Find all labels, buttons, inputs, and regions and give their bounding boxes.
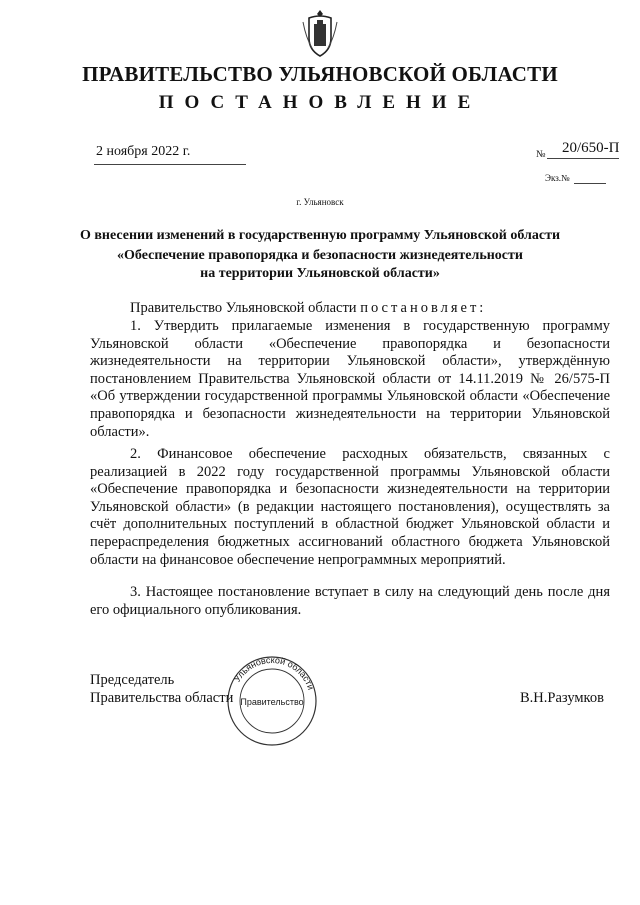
number-underline xyxy=(547,158,619,159)
svg-text:Правительство: Правительство xyxy=(240,697,304,707)
government-name: ПРАВИТЕЛЬСТВО УЛЬЯНОВСКОЙ ОБЛАСТИ xyxy=(82,62,558,86)
official-seal-stamp xyxy=(226,655,318,747)
number-label: № xyxy=(536,149,546,160)
document-title-line-2: «Обеспечение правопорядка и безопасности жизнедеятельности xyxy=(117,248,523,263)
document-title-line-1: О внесении изменений в государственную программу Ульяновской области xyxy=(79,228,561,243)
signatory-position-line-1: Председатель xyxy=(90,672,175,688)
intro-prefix: Правительство Ульяновской области xyxy=(130,300,357,316)
city: г. Ульяновск xyxy=(296,197,344,207)
paragraph-2: 2. Финансовое обеспечение расходных обязательств, связанных с реализацией в 2022 году государственной программы Ульяновской области «Обеспечение правопорядка и безопасности жизнедеятельности на территории Ульяновской области» (в редакции настоящего постановления), осуществлять за счёт дополнительных поступлений в областной бюджет Ульяновской области и перераспределения бюджетных ассигнований областного бюджета Ульяновской области на финансовое обеспечение непрограммных мероприятий. xyxy=(90,446,610,568)
paragraph-1: 1. Утвердить прилагаемые изменения в государственную программу Ульяновской области «Обеспечение правопорядка и безопасности жизнедеятельности на территории Ульяновской области», утверждённую постановлением Правительства Ульяновской области от 14.11.2019 № 26/575-П «Об утверждении государственной программы Ульяновской области «Обеспечение правопорядка и безопасности жизнедеятельности на территории Ульяновской области». xyxy=(90,318,610,440)
svg-text:Ульяновской области: Ульяновской области xyxy=(231,655,317,692)
paragraph-3: 3. Настоящее постановление вступает в силу на следующий день после дня его официального опубликования. xyxy=(90,584,610,618)
document-title-line-3: на территории Ульяновской области» xyxy=(200,266,440,281)
intro-verb: постановляет: xyxy=(360,300,487,316)
copy-number-label: Экз.№ xyxy=(545,173,570,183)
copy-number-underline xyxy=(574,183,606,184)
coat-of-arms-emblem xyxy=(300,8,340,60)
document-date: 2 ноября 2022 г. xyxy=(96,144,191,159)
signatory-position-line-2: Правительства области xyxy=(90,690,234,706)
document-number: 20/650-П xyxy=(562,140,620,156)
signatory-name: В.Н.Разумков xyxy=(520,690,604,706)
date-underline xyxy=(94,164,246,165)
document-type: ПОСТАНОВЛЕНИЕ xyxy=(158,92,482,113)
intro-line xyxy=(130,300,486,317)
